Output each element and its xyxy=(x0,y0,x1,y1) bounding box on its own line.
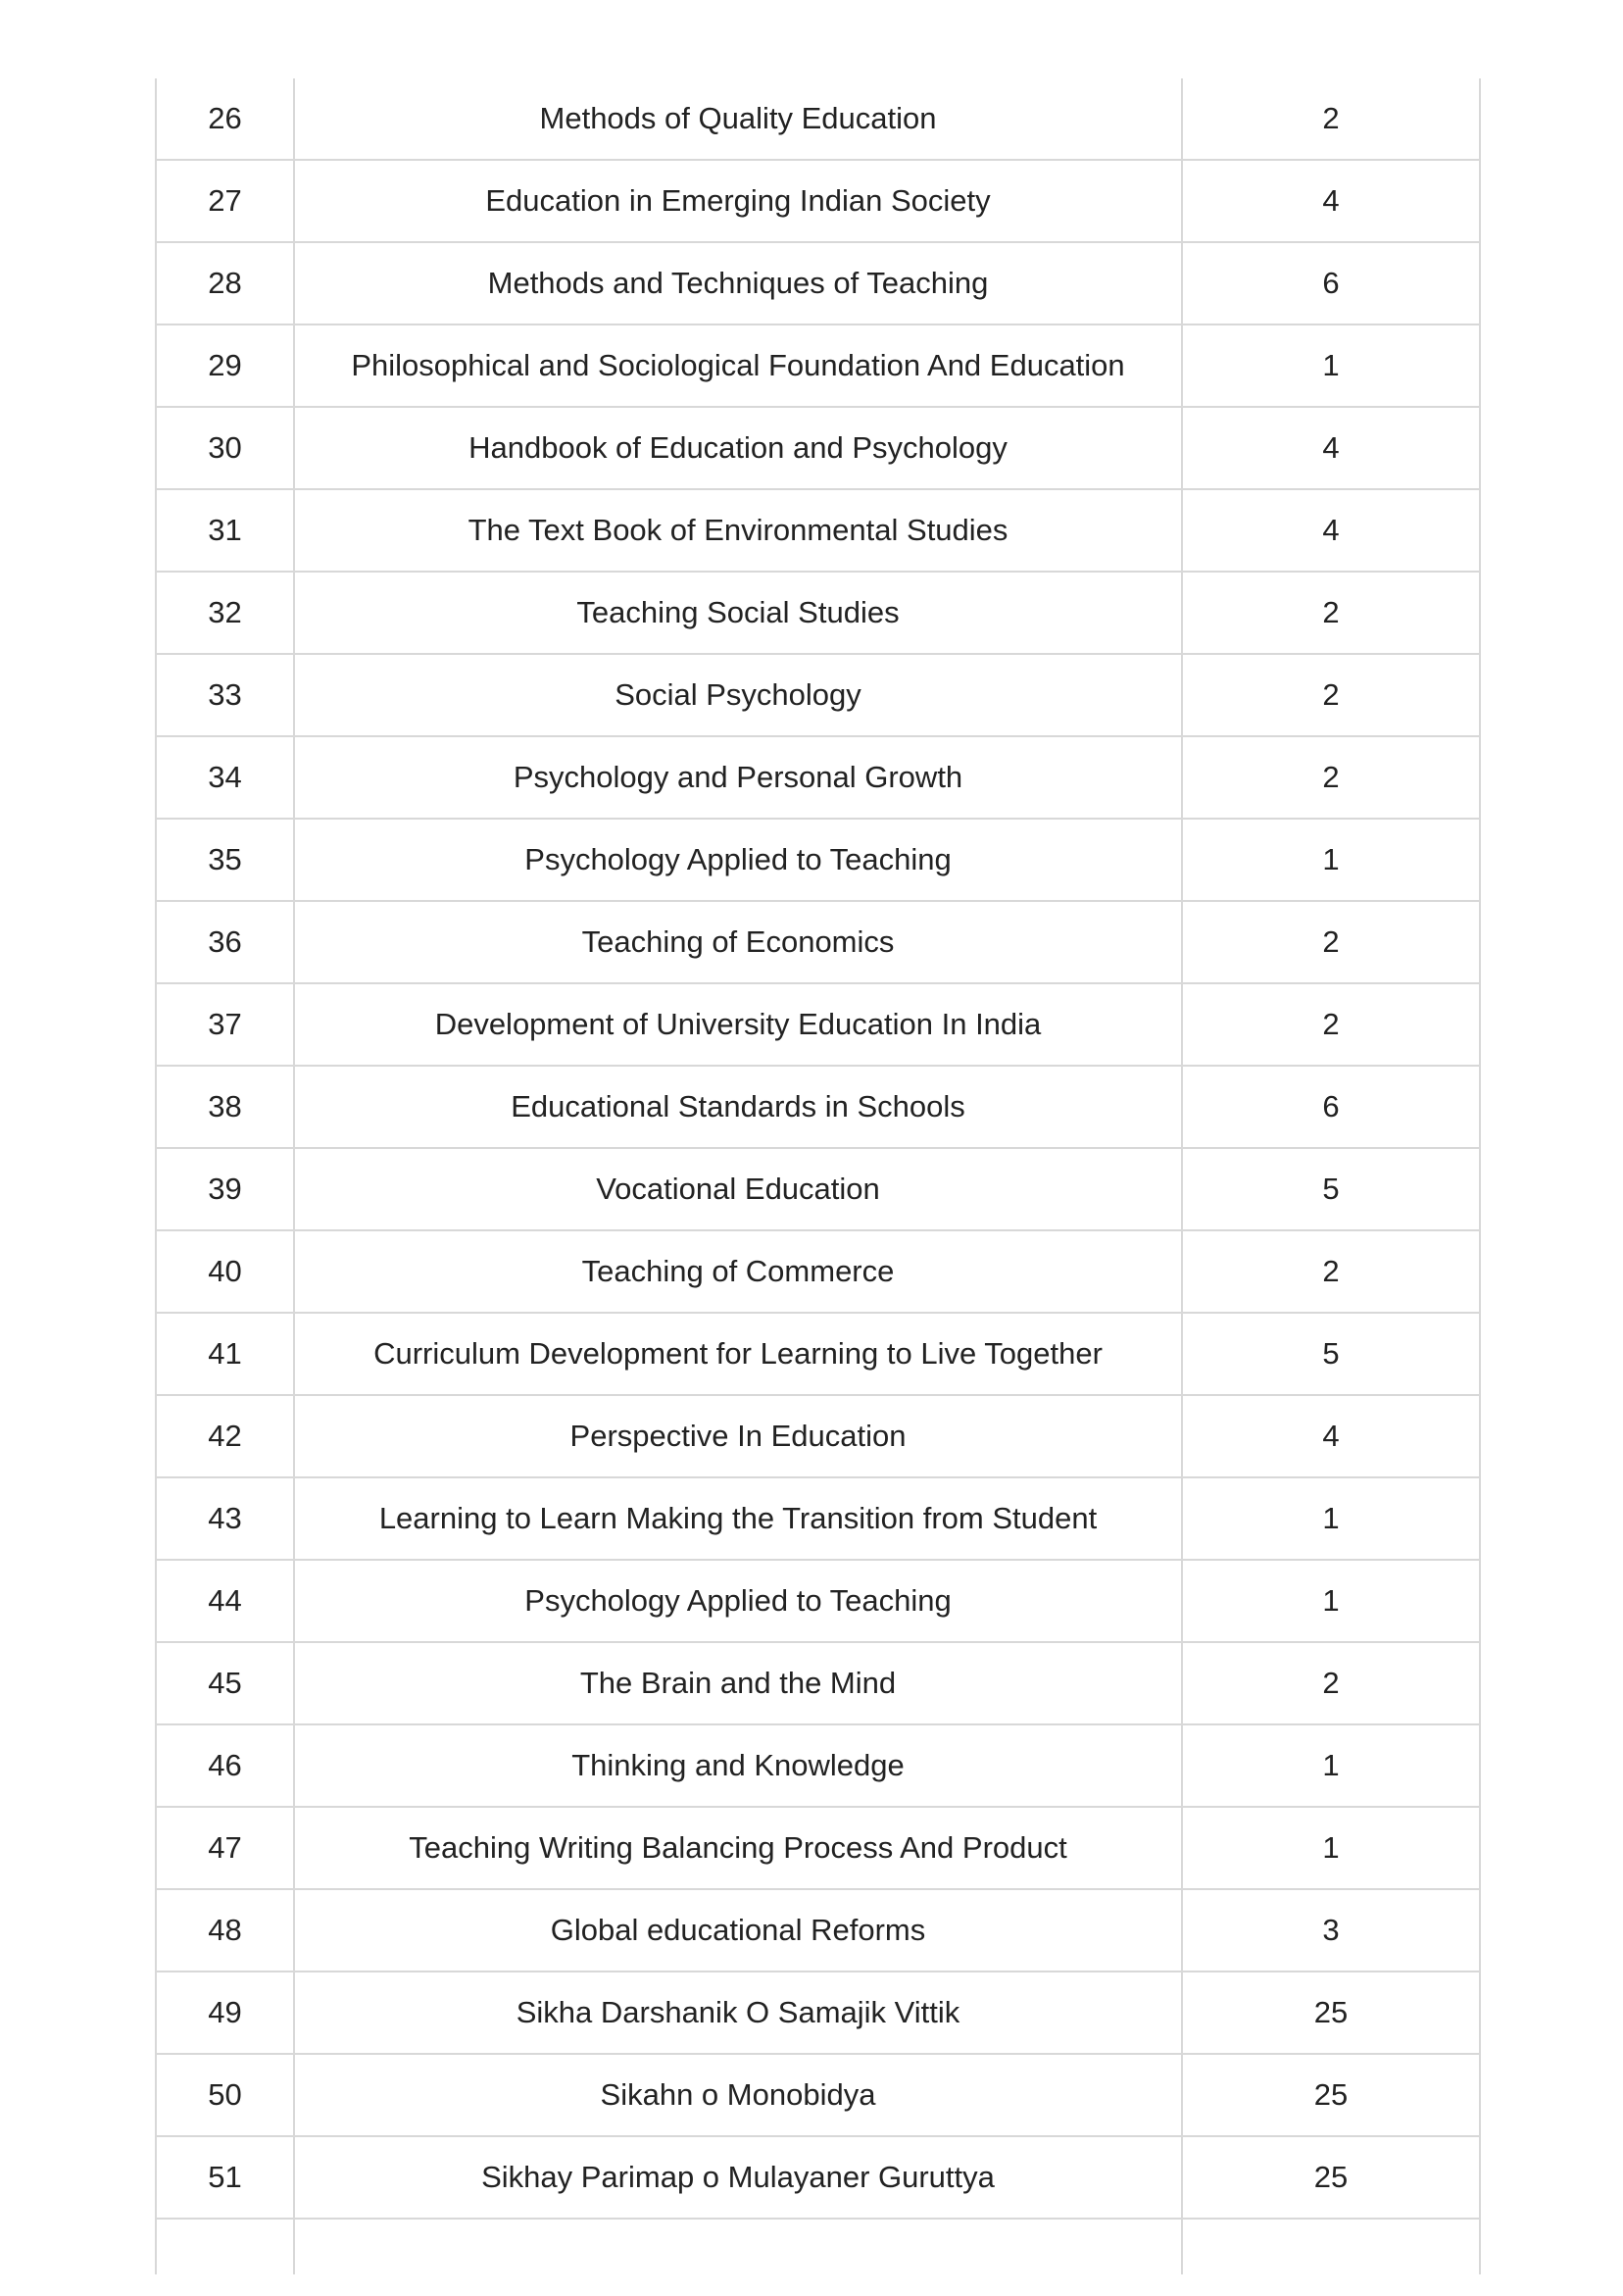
quantity-cell: 5 xyxy=(1182,1313,1480,1395)
quantity-cell: 2 xyxy=(1182,1642,1480,1724)
book-title-cell: Social Psychology xyxy=(294,654,1182,736)
book-title-cell: The Text Book of Environmental Studies xyxy=(294,489,1182,572)
serial-number-cell: 33 xyxy=(156,654,294,736)
quantity-cell: 4 xyxy=(1182,160,1480,242)
serial-number-cell: 43 xyxy=(156,1477,294,1560)
book-title-cell: Development of University Education In India xyxy=(294,983,1182,1066)
serial-number-cell: 37 xyxy=(156,983,294,1066)
table-row xyxy=(156,736,1480,819)
table-row xyxy=(156,324,1480,407)
book-title-cell: Curriculum Development for Learning to Live Together xyxy=(294,1313,1182,1395)
serial-number-cell: 27 xyxy=(156,160,294,242)
book-title-cell: Handbook of Education and Psychology xyxy=(294,407,1182,489)
book-title-cell: Psychology Applied to Teaching xyxy=(294,1560,1182,1642)
table-row xyxy=(156,1477,1480,1560)
book-title-cell: Learning to Learn Making the Transition from Student xyxy=(294,1477,1182,1560)
book-title-cell: Methods and Techniques of Teaching xyxy=(294,242,1182,324)
serial-number-cell: 32 xyxy=(156,572,294,654)
table-row xyxy=(156,1972,1480,2054)
serial-number-cell: 50 xyxy=(156,2054,294,2136)
quantity-cell: 2 xyxy=(1182,901,1480,983)
serial-number-cell: 51 xyxy=(156,2136,294,2219)
book-title-cell: Philosophical and Sociological Foundation And Education xyxy=(294,324,1182,407)
quantity-cell: 2 xyxy=(1182,78,1480,160)
table-row xyxy=(156,407,1480,489)
serial-number-cell: 46 xyxy=(156,1724,294,1807)
book-title-cell: Thinking and Knowledge xyxy=(294,1724,1182,1807)
book-title-cell: Education in Emerging Indian Society xyxy=(294,160,1182,242)
table-row xyxy=(156,1066,1480,1148)
serial-number-cell: 45 xyxy=(156,1642,294,1724)
table-row xyxy=(156,1724,1480,1807)
serial-number-cell: 47 xyxy=(156,1807,294,1889)
table-row xyxy=(156,1807,1480,1889)
serial-number-cell: 44 xyxy=(156,1560,294,1642)
serial-number-cell: 42 xyxy=(156,1395,294,1477)
quantity-cell: 2 xyxy=(1182,572,1480,654)
serial-number-cell: 41 xyxy=(156,1313,294,1395)
quantity-cell: 6 xyxy=(1182,1066,1480,1148)
serial-number-cell: 26 xyxy=(156,78,294,160)
table-row xyxy=(156,654,1480,736)
table-row xyxy=(156,1230,1480,1313)
quantity-cell: 1 xyxy=(1182,1807,1480,1889)
serial-number-cell: 31 xyxy=(156,489,294,572)
serial-number-cell: 38 xyxy=(156,1066,294,1148)
table-row xyxy=(156,1148,1480,1230)
book-title-cell-empty xyxy=(294,2219,1182,2274)
table-row xyxy=(156,2136,1480,2219)
book-title-cell: Teaching Writing Balancing Process And Product xyxy=(294,1807,1182,1889)
quantity-cell: 6 xyxy=(1182,242,1480,324)
quantity-cell: 2 xyxy=(1182,1230,1480,1313)
quantity-cell: 4 xyxy=(1182,489,1480,572)
quantity-cell: 1 xyxy=(1182,324,1480,407)
table-row xyxy=(156,1560,1480,1642)
table-row xyxy=(156,901,1480,983)
book-title-cell: Vocational Education xyxy=(294,1148,1182,1230)
quantity-cell: 4 xyxy=(1182,1395,1480,1477)
table-row xyxy=(156,78,1480,160)
quantity-cell: 1 xyxy=(1182,1560,1480,1642)
serial-number-cell: 40 xyxy=(156,1230,294,1313)
serial-number-cell: 28 xyxy=(156,242,294,324)
book-title-cell: Psychology Applied to Teaching xyxy=(294,819,1182,901)
book-title-cell: Global educational Reforms xyxy=(294,1889,1182,1972)
quantity-cell: 2 xyxy=(1182,736,1480,819)
book-title-cell: Methods of Quality Education xyxy=(294,78,1182,160)
serial-number-cell: 30 xyxy=(156,407,294,489)
serial-number-cell: 39 xyxy=(156,1148,294,1230)
table-body xyxy=(156,78,1480,2274)
book-title-cell: Teaching Social Studies xyxy=(294,572,1182,654)
quantity-cell-empty xyxy=(1182,2219,1480,2274)
serial-number-cell: 34 xyxy=(156,736,294,819)
book-list-table xyxy=(155,78,1481,2274)
quantity-cell: 5 xyxy=(1182,1148,1480,1230)
book-title-cell: Sikha Darshanik O Samajik Vittik xyxy=(294,1972,1182,2054)
table-row xyxy=(156,2054,1480,2136)
serial-number-cell-empty xyxy=(156,2219,294,2274)
serial-number-cell: 35 xyxy=(156,819,294,901)
quantity-cell: 25 xyxy=(1182,1972,1480,2054)
table-row xyxy=(156,1642,1480,1724)
quantity-cell: 1 xyxy=(1182,1477,1480,1560)
table-row xyxy=(156,489,1480,572)
table-row xyxy=(156,1313,1480,1395)
quantity-cell: 2 xyxy=(1182,983,1480,1066)
serial-number-cell: 36 xyxy=(156,901,294,983)
quantity-cell: 2 xyxy=(1182,654,1480,736)
book-title-cell: Psychology and Personal Growth xyxy=(294,736,1182,819)
serial-number-cell: 48 xyxy=(156,1889,294,1972)
serial-number-cell: 49 xyxy=(156,1972,294,2054)
quantity-cell: 1 xyxy=(1182,819,1480,901)
table-row-empty xyxy=(156,2219,1480,2274)
serial-number-cell: 29 xyxy=(156,324,294,407)
book-title-cell: Sikahn o Monobidya xyxy=(294,2054,1182,2136)
table-row xyxy=(156,1889,1480,1972)
table-row xyxy=(156,572,1480,654)
table-row xyxy=(156,160,1480,242)
book-title-cell: Sikhay Parimap o Mulayaner Guruttya xyxy=(294,2136,1182,2219)
table-row xyxy=(156,242,1480,324)
quantity-cell: 25 xyxy=(1182,2136,1480,2219)
book-title-cell: Educational Standards in Schools xyxy=(294,1066,1182,1148)
book-title-cell: Perspective In Education xyxy=(294,1395,1182,1477)
book-title-cell: Teaching of Economics xyxy=(294,901,1182,983)
book-title-cell: The Brain and the Mind xyxy=(294,1642,1182,1724)
quantity-cell: 3 xyxy=(1182,1889,1480,1972)
quantity-cell: 25 xyxy=(1182,2054,1480,2136)
table-row xyxy=(156,1395,1480,1477)
table-row xyxy=(156,983,1480,1066)
quantity-cell: 4 xyxy=(1182,407,1480,489)
book-title-cell: Teaching of Commerce xyxy=(294,1230,1182,1313)
quantity-cell: 1 xyxy=(1182,1724,1480,1807)
table-row xyxy=(156,819,1480,901)
